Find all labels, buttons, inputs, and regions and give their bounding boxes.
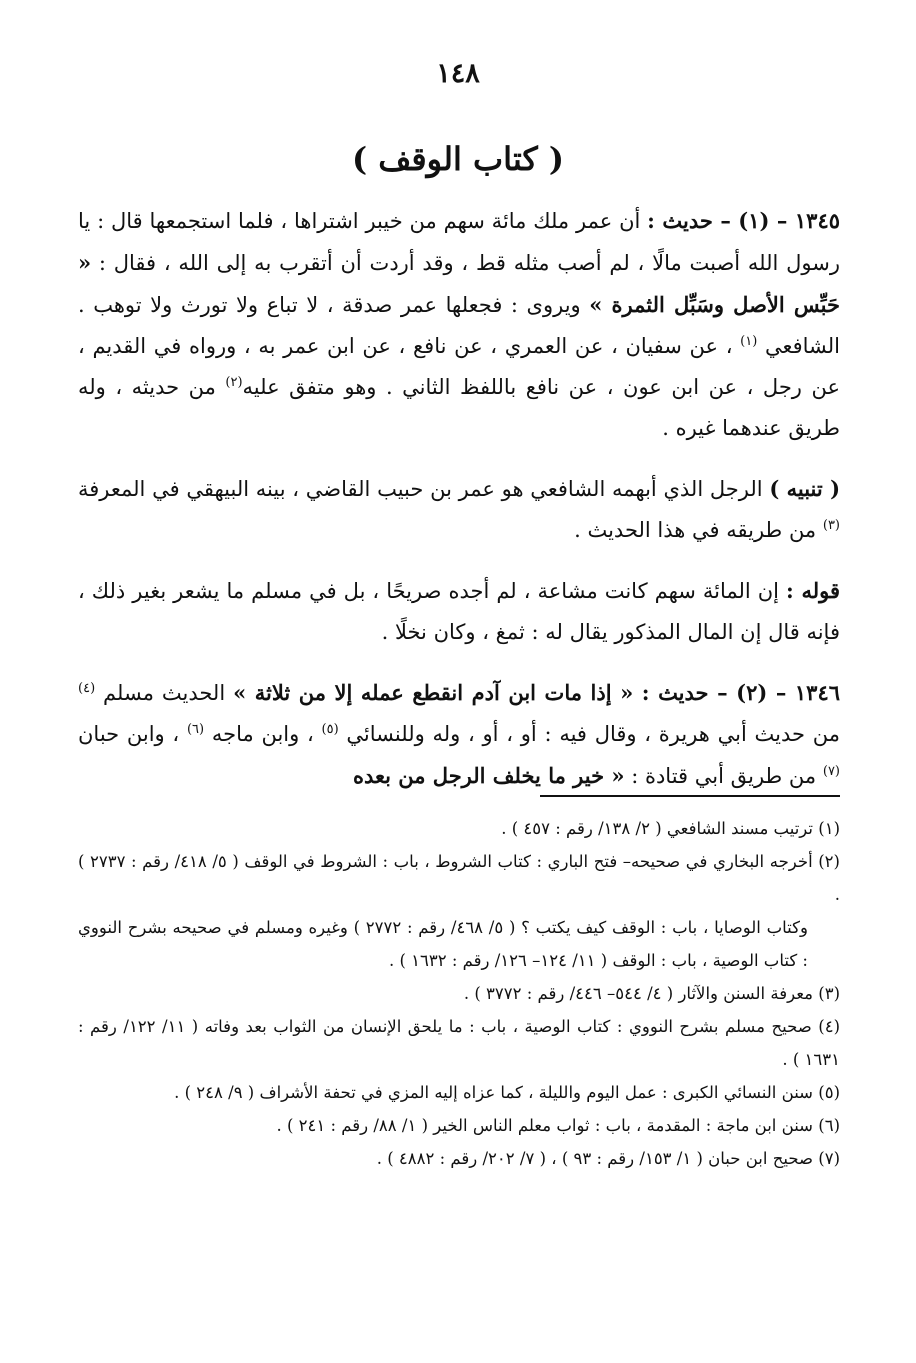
hadith-text: من حديثه ، وله طريق عندهما غيره . (78, 375, 840, 440)
hadith-text: ، عن سفيان ، عن العمري ، عن نافع ، عن ابن عمر به ، ورواه في القديم ، عن رجل ، عن ابن عون ، عن نافع باللفظ الثاني . وهو متفق عليه (78, 334, 840, 399)
hadith-text: من حديث أبي هريرة ، وقال فيه : أو ، أو ، وله وللنسائي (338, 722, 840, 746)
footnote-ref[interactable]: (٥) (321, 722, 339, 737)
hadith-1346 (78, 672, 840, 797)
page-number: ١٤٨ (436, 58, 480, 89)
footnote-ref[interactable]: (١) (740, 334, 758, 349)
hadith-quote: « حَبِّس الأصل وسَبِّل الثمرة » (78, 250, 840, 317)
footnote-ref[interactable]: (٦) (186, 722, 205, 737)
hadith-1345 (78, 200, 840, 449)
hadith-number: ١٣٤٥ – (١) – حديث : (647, 208, 841, 233)
footnote-1: (١) ترتيب مسند الشافعي ( ٢/ ١٣٨/ رقم : ٤٥٧ ) . (501, 819, 840, 838)
footnote-4: (٤) صحيح مسلم بشرح النووي : كتاب الوصية ، باب : ما يلحق الإنسان من الثواب بعد وفاته ( ١١/ ١٢٢/ رقم : ١٦٣١ ) . (78, 1017, 840, 1069)
hadith-number: ١٣٤٦ – (٢) – حديث : (641, 680, 841, 705)
hadith-text: ، وابن ماجه (204, 722, 322, 746)
tanbih-text: من طريقه في هذا الحديث . (574, 518, 823, 542)
footnote-ref[interactable]: (٢) (225, 375, 243, 390)
footnote-2: (٢) أخرجه البخاري في صحيحه– فتح الباري : كتاب الشروط ، باب : الشروط في الوقف ( ٥/ ٤١٨/ رقم : ٢٧٣٧ ) . (78, 852, 840, 904)
hadith-quote: « إذا مات ابن آدم انقطع عمله إلا من ثلاثة » (233, 680, 642, 705)
tanbih-text: الرجل الذي أبهمه الشافعي هو عمر بن حبيب القاضي ، بينه البيهقي في المعرفة (78, 477, 770, 501)
hadith-text: ، وابن حبان (78, 722, 187, 746)
qawluhu-text: إن المائة سهم كانت مشاعة ، لم أجده صريحًا ، بل في مسلم ما يشعر بغير ذلك ، فإنه قال إن المال المذكور يقال له : ثمغ ، وكان نخلًا . (78, 579, 840, 644)
footnote-ref[interactable]: (٧) (822, 764, 840, 779)
footnote-ref[interactable]: (٤) (78, 681, 96, 696)
footnote-divider (540, 795, 840, 797)
footnote-5: (٥) سنن النسائي الكبرى : عمل اليوم والليلة ، كما عزاه إليه المزي في تحفة الأشراف ( ٩/ ٢٤٨ ) . (174, 1083, 840, 1102)
hadith-text: من طريق أبي قتادة : (624, 764, 823, 788)
footnote-6: (٦) سنن ابن ماجة : المقدمة ، باب : ثواب معلم الناس الخير ( ١/ ٨٨/ رقم : ٢٤١ ) . (276, 1116, 840, 1135)
tanbih-note (78, 468, 840, 551)
hadith-quote: « خير ما يخلف الرجل من بعده (352, 763, 625, 788)
tanbih-label: ( تنبيه ) (769, 476, 841, 501)
hadith-text: الحديث مسلم (95, 681, 234, 705)
main-text (78, 200, 840, 797)
footnote-7: (٧) صحيح ابن حبان ( ١/ ١٥٣/ رقم : ٩٣ ) ، ( ٧/ ٢٠٢/ رقم : ٤٨٨٢ ) . (376, 1149, 840, 1168)
footnote-2-continued: وكتاب الوصايا ، باب : الوقف كيف يكتب ؟ ( ٥/ ٤٦٨/ رقم : ٢٧٧٢ ) وغيره ومسلم في صحيحه بشرح النووي : كتاب الوصية ، باب : الوقف ( ١١/ ١٢٤– ١٢٦/ رقم : ١٦٣٢ ) . (78, 918, 808, 970)
qawluhu-note (78, 570, 840, 653)
qawluhu-label: قوله : (786, 578, 840, 603)
footnote-3: (٣) معرفة السنن والآثار ( ٤/ ٥٤٤– ٤٤٦/ رقم : ٣٧٧٢ ) . (463, 984, 840, 1003)
hadith-text: أن عمر ملك مائة سهم من خيبر اشتراها ، فلما استجمعها قال : يا رسول الله أصبت مالًا ، لم أصب مثله قط ، وقد أردت أن أتقرب به إلى الله ، فقال : (78, 209, 840, 275)
footnotes (78, 812, 840, 1175)
footnote-ref[interactable]: (٣) (822, 518, 840, 533)
hadith-text: ويروى : فجعلها عمر صدقة ، لا تباع ولا تورث ولا توهب . الشافعي (78, 293, 840, 358)
chapter-title: ( كتاب الوقف ) (351, 140, 565, 178)
